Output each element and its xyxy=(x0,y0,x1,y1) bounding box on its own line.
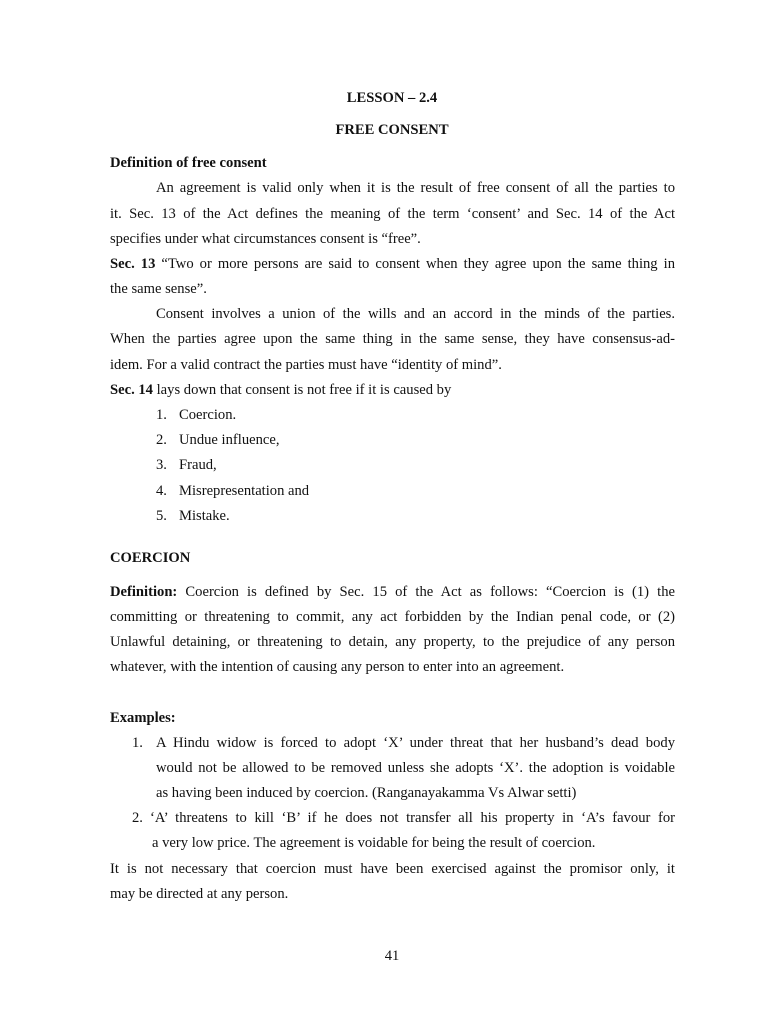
sec13-text: “Two or more persons are said to consent when they agree upon the same thing in xyxy=(155,256,676,272)
coercion-def-text: Coercion is defined by Sec. 15 of the Act as follows: “Coercion is (1) the xyxy=(177,584,675,600)
list-item-number: 1. xyxy=(156,407,167,423)
page-number: 41 xyxy=(384,948,400,964)
definition-para-line: An agreement is valid only when it is the result of free consent of all the parties to xyxy=(156,180,675,196)
sec13-label: Sec. 13 xyxy=(110,256,156,272)
sec14-line xyxy=(110,380,675,400)
list-item-number: 3. xyxy=(156,457,167,473)
consent-para-line: When the parties agree upon the same thing in the same sense, they have consensus-ad- xyxy=(110,331,675,347)
coercion-heading: COERCION xyxy=(110,550,191,566)
sec13-line-2: the same sense”. xyxy=(110,281,207,297)
definition-heading: Definition of free consent xyxy=(110,155,267,171)
sec14-label: Sec. 14 xyxy=(110,382,153,398)
sec14-text: lays down that consent is not free if it is caused by xyxy=(152,382,452,398)
list-item-text: Mistake. xyxy=(179,508,230,524)
example-2-number: 2. xyxy=(132,810,143,826)
list-item-number: 4. xyxy=(156,483,167,499)
lesson-number: LESSON – 2.4 xyxy=(346,90,438,106)
coercion-def-line xyxy=(110,582,675,602)
list-item-text: Undue influence, xyxy=(179,432,280,448)
coercion-def-line: committing or threatening to commit, any act forbidden by the Indian penal code, or (2) xyxy=(110,609,675,625)
example-2-line: ‘A’ threatens to kill ‘B’ if he does not transfer all his property in ‘A’s favour for xyxy=(150,810,675,826)
sec13-line xyxy=(110,254,675,274)
lesson-title: FREE CONSENT xyxy=(335,122,449,138)
coercion-def-label: Definition: xyxy=(110,584,178,600)
examples-heading: Examples: xyxy=(110,710,176,726)
definition-para-line: specifies under what circumstances consent is “free”. xyxy=(110,231,421,247)
list-item-number: 2. xyxy=(156,432,167,448)
definition-para-line: it. Sec. 13 of the Act defines the meaning of the term ‘consent’ and Sec. 14 of the Act xyxy=(110,206,675,222)
closing-line: It is not necessary that coercion must have been exercised against the promisor only, it xyxy=(110,861,675,877)
list-item-text: Coercion. xyxy=(179,407,237,423)
consent-para-line: idem. For a valid contract the parties must have “identity of mind”. xyxy=(110,357,502,373)
example-1-line: would not be allowed to be removed unless she adopts ‘X’. the adoption is voidable xyxy=(156,760,675,776)
example-1-line: as having been induced by coercion. (Ranganayakamma Vs Alwar setti) xyxy=(156,785,577,801)
example-1-number: 1. xyxy=(132,735,143,751)
consent-para-line: Consent involves a union of the wills and an accord in the minds of the parties. xyxy=(156,306,675,322)
coercion-def-line: Unlawful detaining, or threatening to detain, any property, to the prejudice of any person xyxy=(110,634,675,650)
list-item-number: 5. xyxy=(156,508,167,524)
example-1-line: A Hindu widow is forced to adopt ‘X’ under threat that her husband’s dead body xyxy=(156,735,675,751)
coercion-def-line: whatever, with the intention of causing any person to enter into an agreement. xyxy=(110,659,565,675)
closing-line: may be directed at any person. xyxy=(110,886,289,902)
list-item-text: Misrepresentation and xyxy=(179,483,310,499)
list-item-text: Fraud, xyxy=(179,457,217,473)
example-2-line: a very low price. The agreement is voidable for being the result of coercion. xyxy=(152,835,596,851)
